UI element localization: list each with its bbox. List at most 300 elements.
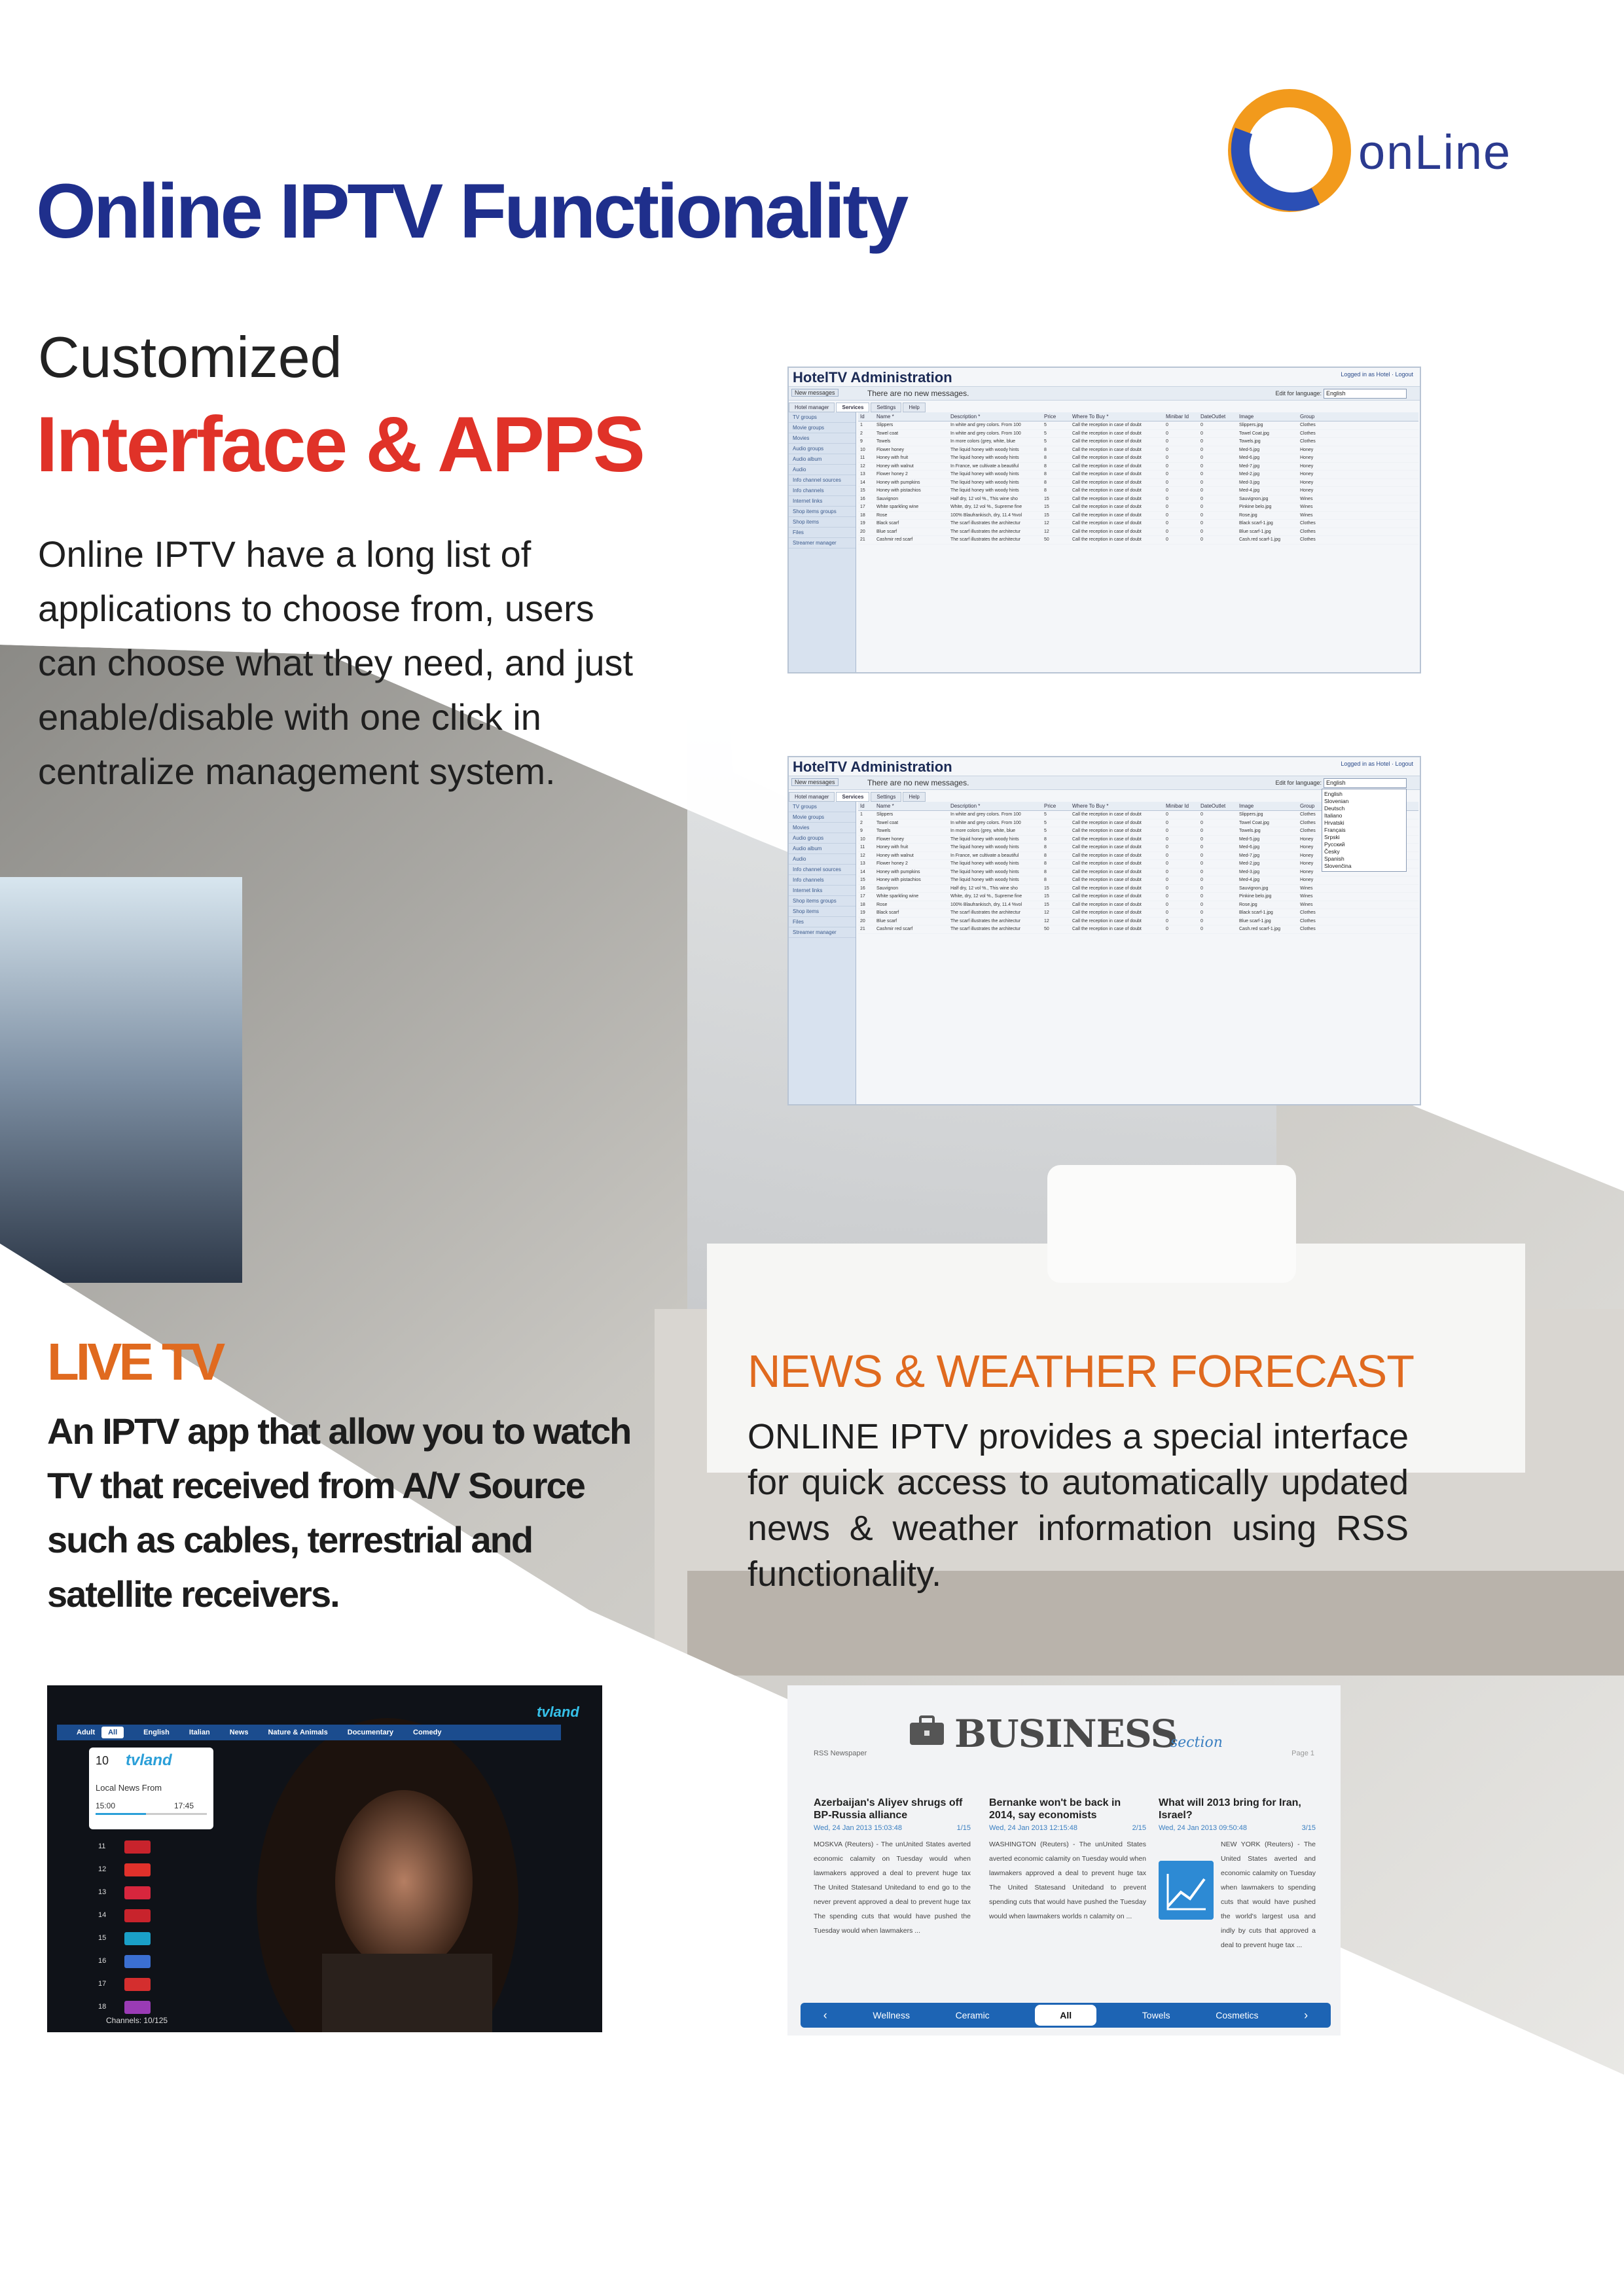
admin-sidebar-item[interactable]: Shop items — [789, 906, 856, 917]
admin-grid-column-header[interactable]: Where To Buy * — [1072, 414, 1109, 420]
language-option[interactable]: Srpski — [1324, 834, 1340, 840]
admin-grid-cell: 0 — [1200, 812, 1203, 817]
admin-grid-cell: Call the reception in case of doubt — [1072, 812, 1142, 817]
rss-section-label: section — [1170, 1734, 1223, 1751]
admin-screenshot-1 — [787, 367, 1421, 673]
admin-grid-cell: 8 — [1044, 463, 1047, 469]
admin-grid-cell: 0 — [1200, 537, 1203, 542]
section-heading-live-tv: LIVE TV — [47, 1333, 223, 1391]
admin-grid-cell: 0 — [1166, 439, 1168, 444]
tv-category-tab[interactable]: English — [143, 1729, 170, 1736]
admin-grid-cell: Call the reception in case of doubt — [1072, 439, 1142, 444]
live-tv-screenshot — [47, 1685, 602, 2032]
admin-grid-cell: Clothes — [1300, 521, 1316, 526]
admin-tab[interactable]: Settings — [871, 792, 901, 802]
admin-grid-column-header[interactable]: DateOutlet — [1200, 803, 1226, 809]
tv-channel-item[interactable] — [98, 1906, 209, 1929]
tv-channel-item[interactable] — [98, 1952, 209, 1975]
admin-grid-row[interactable] — [858, 495, 1418, 504]
admin-grid-column-header[interactable]: Description * — [950, 803, 981, 809]
language-option[interactable]: Italiano — [1324, 812, 1343, 819]
admin-grid-cell: Call the reception in case of doubt — [1072, 529, 1142, 534]
admin-grid-row[interactable] — [858, 901, 1418, 910]
admin-grid-cell: Honey with walnut — [876, 853, 914, 858]
admin-grid-cell: 5 — [1044, 423, 1047, 427]
admin-grid-cell: 12 — [860, 853, 865, 858]
admin-grid-cell: Slippers.jpg — [1239, 423, 1263, 427]
admin-grid-row[interactable] — [858, 512, 1418, 520]
admin-grid-cell: 15 — [860, 878, 865, 882]
admin-grid-cell: Sauvignon.jpg — [1239, 496, 1269, 501]
admin-grid-cell: 0 — [1166, 886, 1168, 891]
admin-grid-column-header[interactable]: Price — [1044, 414, 1056, 420]
tv-channel-number: 13 — [98, 1888, 107, 1896]
language-option[interactable]: Deutsch — [1324, 805, 1345, 812]
admin-grid-column-header[interactable]: Name * — [876, 414, 894, 420]
admin-grid-cell: 0 — [1166, 456, 1168, 460]
admin-sidebar-item[interactable]: Internet links — [789, 886, 856, 896]
tv-category-tab[interactable]: Documentary — [347, 1729, 394, 1736]
admin-grid-cell: Call the reception in case of doubt — [1072, 505, 1142, 509]
language-option[interactable]: Русский — [1324, 841, 1345, 848]
admin-grid-cell: Clothes — [1300, 927, 1316, 931]
admin-grid-row[interactable] — [858, 925, 1418, 934]
admin-grid-cell: 0 — [1200, 488, 1203, 493]
admin-sidebar-item[interactable]: TV groups — [789, 802, 856, 812]
admin-grid-cell: 21 — [860, 537, 865, 542]
admin-grid-cell: 8 — [1044, 456, 1047, 460]
admin-grid-cell: 8 — [1044, 845, 1047, 850]
admin-grid-cell: 8 — [1044, 878, 1047, 882]
tv-category-tab[interactable]: Adult — [77, 1729, 96, 1736]
admin-grid-cell: 8 — [1044, 861, 1047, 866]
rss-article-text: NEW YORK (Reuters) - The United States averted and economic calamity on Tuesday when lawmakers to spending cuts that would have pushed the world's largest usa and indly by cuts that approved a deal to prevent huge tax ... — [1221, 1840, 1316, 1949]
admin-grid-column-header[interactable]: Minibar Id — [1166, 414, 1189, 420]
admin-sidebar-item[interactable]: Internet links — [789, 496, 856, 507]
admin-grid-cell: 0 — [1200, 869, 1203, 874]
admin-tabs — [789, 401, 1420, 411]
admin-grid-cell: Honey — [1300, 447, 1314, 452]
admin-grid-cell: Call the reception in case of doubt — [1072, 910, 1142, 915]
admin-grid-column-header[interactable]: Image — [1239, 414, 1254, 420]
admin-sidebar-item[interactable]: Audio — [789, 854, 856, 865]
chevron-right-icon[interactable]: › — [1304, 2008, 1308, 2022]
admin-grid-cell: Wines — [1300, 512, 1313, 518]
admin-sidebar-item[interactable]: Movie groups — [789, 423, 856, 433]
admin-grid-cell: 100% Blaufrankisch, dry, 11.4 %vol — [950, 512, 1022, 518]
admin-grid-cell: The liquid honey with woody hints — [950, 869, 1019, 874]
tv-category-tab[interactable]: News — [229, 1729, 249, 1736]
admin-grid-cell: Honey — [1300, 845, 1314, 850]
admin-grid-cell: Clothes — [1300, 829, 1316, 833]
admin-grid-cell: 0 — [1200, 910, 1203, 915]
admin-grid-cell: 0 — [1166, 496, 1168, 501]
admin-sidebar-item[interactable]: Streamer manager — [789, 538, 856, 548]
admin-grid-cell: The scarf illustrates the architectur — [950, 927, 1020, 931]
admin-grid-cell: Towels — [876, 439, 891, 444]
admin-grid-cell: The liquid honey with woody hints — [950, 488, 1019, 493]
tv-channel-logo-icon — [124, 2001, 151, 2014]
tv-category-tab[interactable]: Comedy — [413, 1729, 442, 1736]
admin-grid-cell: Med-6.jpg — [1239, 845, 1260, 850]
admin-grid-cell: 0 — [1166, 488, 1168, 493]
admin-grid-cell: 15 — [1044, 512, 1049, 518]
admin-grid-row[interactable] — [858, 876, 1418, 885]
admin-sidebar-item[interactable]: Movies — [789, 433, 856, 444]
rss-category-tab[interactable]: Towels — [1142, 2010, 1170, 2020]
admin-grid-cell: Black scarf-1.jpg — [1239, 521, 1273, 526]
admin-grid-cell: Blue scarf-1.jpg — [1239, 918, 1271, 924]
admin-grid-cell: 0 — [1200, 472, 1203, 476]
admin-grid-cell: Flower honey 2 — [876, 472, 908, 476]
language-option[interactable]: Spanish — [1324, 855, 1344, 862]
admin-grid-cell: In white and grey colors. From 100 — [950, 423, 1021, 427]
admin-grid-cell: 19 — [860, 521, 865, 526]
admin-title: HotelTV Administration — [793, 369, 952, 386]
language-option[interactable]: Slovenian — [1324, 798, 1349, 804]
tv-channel-item[interactable] — [98, 1929, 209, 1952]
language-select[interactable]: English — [1324, 389, 1407, 399]
admin-title: HotelTV Administration — [793, 759, 952, 775]
admin-grid-cell: The liquid honey with woody hints — [950, 447, 1019, 452]
page-title: Online IPTV Functionality — [36, 168, 907, 255]
admin-grid-cell: 12 — [860, 463, 865, 469]
language-option[interactable]: English — [1324, 791, 1343, 797]
admin-grid-cell: 0 — [1200, 836, 1203, 842]
admin-tab[interactable]: Hotel manager — [789, 403, 835, 412]
language-option[interactable]: Français — [1324, 827, 1346, 833]
admin-grid-cell: 2 — [860, 820, 863, 825]
admin-grid-cell: 0 — [1200, 463, 1203, 469]
admin-grid-cell: 15 — [1044, 902, 1049, 907]
admin-sidebar-item[interactable]: Files — [789, 528, 856, 538]
rss-category-nav — [801, 2003, 1331, 2028]
section-body-interface: Online IPTV have a long list of applications to choose from, users can choose what they need, and just enable/disable with one click in centralize management system. — [38, 533, 634, 792]
admin-grid-cell: Honey — [1300, 878, 1314, 882]
admin-grid-cell: Call the reception in case of doubt — [1072, 456, 1142, 460]
admin-grid-row[interactable] — [858, 487, 1418, 495]
admin-grid-cell: Med-2.jpg — [1239, 472, 1260, 476]
admin-grid-cell: 0 — [1166, 480, 1168, 485]
admin-sidebar-item[interactable]: TV groups — [789, 412, 856, 423]
admin-grid-cell: 0 — [1200, 423, 1203, 427]
admin-grid-row[interactable] — [858, 438, 1418, 446]
rss-business-screenshot — [787, 1685, 1341, 2036]
admin-sidebar-item[interactable]: Info channels — [789, 875, 856, 886]
admin-sidebar-item[interactable]: Shop items — [789, 517, 856, 528]
admin-grid-cell: 0 — [1200, 918, 1203, 924]
admin-grid-cell: 0 — [1166, 845, 1168, 850]
rss-article-date: Wed, 24 Jan 2013 12:15:48 — [989, 1824, 1077, 1832]
rss-article-date-row — [814, 1824, 971, 1832]
admin-sidebar-item[interactable]: Info channel sources — [789, 475, 856, 486]
admin-grid-row[interactable] — [858, 422, 1418, 430]
admin-grid-column-header[interactable]: Id — [860, 803, 865, 809]
admin-grid-column-header[interactable]: Group — [1300, 414, 1315, 420]
admin-grid-cell: The liquid honey with woody hints — [950, 480, 1019, 485]
admin-grid-cell: Med-2.jpg — [1239, 861, 1260, 866]
admin-grid-cell: 15 — [860, 488, 865, 493]
admin-tab[interactable]: Settings — [871, 403, 901, 412]
admin-grid-cell: 8 — [1044, 836, 1047, 842]
admin-grid-cell: 0 — [1166, 918, 1168, 924]
admin-grid-column-header[interactable]: DateOutlet — [1200, 414, 1226, 420]
admin-grid-cell: The liquid honey with woody hints — [950, 472, 1019, 476]
admin-grid-cell: Call the reception in case of doubt — [1072, 886, 1142, 891]
admin-grid-cell: Call the reception in case of doubt — [1072, 894, 1142, 899]
admin-grid-cell: 0 — [1200, 512, 1203, 518]
language-option[interactable]: Slovenčina — [1324, 863, 1352, 869]
admin-grid-cell: Call the reception in case of doubt — [1072, 472, 1142, 476]
admin-grid-cell: 20 — [860, 918, 865, 924]
admin-sidebar — [789, 802, 856, 1104]
admin-grid-cell: Honey — [1300, 463, 1314, 469]
admin-grid-row[interactable] — [858, 503, 1418, 512]
admin-grid-cell: 5 — [1044, 439, 1047, 444]
rss-title: BUSINESS — [954, 1712, 1178, 1756]
admin-grid-cell: 13 — [860, 861, 865, 866]
tv-category-tab[interactable]: Italian — [189, 1729, 210, 1736]
admin-grid-cell: 14 — [860, 480, 865, 485]
admin-grid-cell: White, dry, 12 vol %., Supreme fine — [950, 894, 1022, 899]
rss-category-tab[interactable]: All — [1035, 2005, 1096, 2026]
admin-grid-column-header[interactable]: Name * — [876, 803, 894, 809]
admin-grid-row[interactable] — [858, 479, 1418, 488]
admin-grid-cell: Med-4.jpg — [1239, 488, 1260, 493]
admin-grid-cell: Honey with pumpkins — [876, 480, 920, 485]
tv-channel-item[interactable] — [98, 1860, 209, 1883]
admin-grid-cell: 20 — [860, 529, 865, 534]
admin-grid-cell: Rose.jpg — [1239, 902, 1257, 907]
admin-grid-cell: In white and grey colors. From 100 — [950, 812, 1021, 817]
admin-sidebar-item[interactable]: Movie groups — [789, 812, 856, 823]
tv-card-progress-fill — [96, 1813, 146, 1815]
admin-grid-cell: 50 — [1044, 537, 1049, 542]
admin-sidebar-item[interactable]: Info channels — [789, 486, 856, 496]
admin-grid-cell: Honey — [1300, 472, 1314, 476]
admin-grid-cell: 0 — [1200, 861, 1203, 866]
admin-grid-row[interactable] — [858, 446, 1418, 455]
admin-grid-column-header[interactable]: Description * — [950, 414, 981, 420]
tv-card-channel-number: 10 — [96, 1754, 109, 1767]
admin-grid-cell: 21 — [860, 927, 865, 931]
admin-grid-cell: In more colors (grey, white, blue — [950, 829, 1016, 833]
admin-grid-cell: Slippers — [876, 812, 893, 817]
admin-grid-row[interactable] — [858, 918, 1418, 926]
language-dropdown-list[interactable] — [1322, 789, 1407, 872]
admin-grid-cell: 0 — [1200, 480, 1203, 485]
admin-grid-cell: Black scarf — [876, 521, 899, 526]
admin-grid-cell: 0 — [1166, 861, 1168, 866]
admin-grid-cell: 0 — [1200, 447, 1203, 452]
section-heading-interface: Interface & APPS — [36, 401, 643, 488]
admin-grid-row[interactable] — [858, 536, 1418, 545]
rss-newspaper-label: RSS Newspaper — [814, 1749, 867, 1757]
tv-channel-number: 14 — [98, 1911, 107, 1919]
rss-page-number: Page 1 — [1291, 1749, 1314, 1757]
section-heading-news: NEWS & WEATHER FORECAST — [748, 1346, 1414, 1397]
admin-grid-row[interactable] — [858, 454, 1418, 463]
tv-channel-item[interactable] — [98, 1837, 209, 1860]
admin-grid-cell: White sparkling wine — [876, 505, 919, 509]
admin-grid-cell: Cash.red scarf-1.jpg — [1239, 537, 1281, 542]
admin-grid-cell: The liquid honey with woody hints — [950, 836, 1019, 842]
admin-grid-cell: Call the reception in case of doubt — [1072, 869, 1142, 874]
admin-grid-cell: 0 — [1166, 869, 1168, 874]
admin-grid-cell: Sauvignon.jpg — [1239, 886, 1269, 891]
admin-sidebar-item[interactable]: Audio album — [789, 454, 856, 465]
admin-grid-row[interactable] — [858, 885, 1418, 893]
admin-tab[interactable]: Services — [836, 403, 869, 412]
admin-grid-cell: Honey — [1300, 853, 1314, 858]
admin-grid-cell: 0 — [1200, 853, 1203, 858]
admin-grid-cell: 0 — [1166, 537, 1168, 542]
admin-grid-cell: Med-6.jpg — [1239, 456, 1260, 460]
tv-category-tab[interactable]: All — [101, 1727, 124, 1738]
admin-grid-cell: 8 — [1044, 853, 1047, 858]
admin-sidebar-item[interactable]: Shop items groups — [789, 896, 856, 906]
admin-grid-cell: 0 — [1166, 431, 1168, 436]
admin-grid-cell: Wines — [1300, 894, 1313, 899]
chevron-left-icon[interactable]: ‹ — [823, 2008, 827, 2022]
admin-grid-cell: Honey — [1300, 836, 1314, 842]
admin-sidebar-item[interactable]: Movies — [789, 823, 856, 833]
admin-grid-cell: Call the reception in case of doubt — [1072, 512, 1142, 518]
admin-grid-cell: 16 — [860, 886, 865, 891]
admin-tab[interactable]: Help — [903, 792, 925, 802]
admin-grid-row[interactable] — [858, 463, 1418, 471]
admin-grid-row[interactable] — [858, 528, 1418, 537]
admin-grid-cell: Sauvignon — [876, 886, 899, 891]
admin-grid-cell: 0 — [1200, 894, 1203, 899]
admin-grid-cell: Rose — [876, 902, 888, 907]
admin-grid-cell: 17 — [860, 894, 865, 899]
admin-grid-cell: Honey — [1300, 456, 1314, 460]
admin-grid-cell: Honey — [1300, 869, 1314, 874]
admin-sidebar-item[interactable]: Info channel sources — [789, 865, 856, 875]
new-messages-button[interactable]: New messages — [791, 389, 839, 397]
admin-sidebar-item[interactable]: Audio groups — [789, 444, 856, 454]
admin-grid-cell: 15 — [1044, 496, 1049, 501]
rss-article-2[interactable] — [989, 1797, 1146, 1924]
rss-category-tab[interactable]: Wellness — [873, 2010, 910, 2020]
admin-grid-cell: Pinkine belo.jpg — [1239, 505, 1272, 509]
admin-grid-cell: Towel Coat.jpg — [1239, 820, 1269, 825]
admin-grid-row[interactable] — [858, 520, 1418, 528]
tv-channel-item[interactable] — [98, 1883, 209, 1906]
admin-grid-cell: White, dry, 12 vol %., Supreme fine — [950, 505, 1022, 509]
admin-grid-cell: In more colors (grey, white, blue — [950, 439, 1016, 444]
admin-grid-cell: Call the reception in case of doubt — [1072, 918, 1142, 924]
rss-article-date: Wed, 24 Jan 2013 15:03:48 — [814, 1824, 902, 1832]
admin-tab[interactable]: Services — [836, 792, 869, 802]
tv-category-tab[interactable]: Nature & Animals — [268, 1729, 328, 1736]
admin-grid-cell: 0 — [1200, 521, 1203, 526]
admin-login[interactable]: Logged in as Hotel · Logout — [1341, 761, 1413, 767]
admin-sidebar-item[interactable]: Streamer manager — [789, 927, 856, 938]
rss-category-tab[interactable]: Ceramic — [955, 2010, 990, 2020]
admin-login[interactable]: Logged in as Hotel · Logout — [1341, 371, 1413, 378]
admin-grid-cell: Half dry, 12 vol %., This wine sho — [950, 496, 1018, 501]
admin-grid-cell: 0 — [1200, 902, 1203, 907]
tv-card-start-time: 15:00 — [96, 1801, 116, 1810]
admin-grid-row[interactable] — [858, 430, 1418, 439]
admin-tab[interactable]: Help — [903, 403, 925, 412]
admin-message-bar — [789, 776, 1420, 790]
rss-article-index: 2/15 — [1132, 1824, 1146, 1832]
admin-sidebar-item[interactable]: Audio groups — [789, 833, 856, 844]
admin-grid-cell: 0 — [1166, 878, 1168, 882]
admin-sidebar-item[interactable]: Files — [789, 917, 856, 927]
admin-grid-row[interactable] — [858, 909, 1418, 918]
admin-grid-row[interactable] — [858, 893, 1418, 901]
admin-sidebar-item[interactable]: Audio album — [789, 844, 856, 854]
admin-grid-column-header[interactable]: Price — [1044, 803, 1056, 809]
rss-article-headline: Azerbaijan's Aliyev shrugs off BP-Russia alliance — [814, 1797, 963, 1821]
admin-grid-cell: 0 — [1166, 820, 1168, 825]
admin-grid-cell: 8 — [1044, 447, 1047, 452]
admin-sidebar-item[interactable]: Shop items groups — [789, 507, 856, 517]
admin-grid-cell: Call the reception in case of doubt — [1072, 447, 1142, 452]
tv-channel-logo-icon — [124, 1909, 151, 1922]
admin-grid-cell: Clothes — [1300, 910, 1316, 915]
admin-grid-cell: Med-5.jpg — [1239, 836, 1260, 842]
admin-sidebar-item[interactable]: Audio — [789, 465, 856, 475]
admin-tab[interactable]: Hotel manager — [789, 792, 835, 802]
admin-grid-cell: 0 — [1200, 886, 1203, 891]
admin-grid-column-header[interactable]: Image — [1239, 803, 1254, 809]
language-option[interactable]: Česky — [1324, 848, 1340, 855]
tv-current-channel-card[interactable] — [89, 1748, 213, 1829]
admin-grid-row[interactable] — [858, 471, 1418, 479]
admin-grid-column-header[interactable]: Minibar Id — [1166, 803, 1189, 809]
admin-grid-cell: 11 — [860, 456, 865, 460]
admin-grid-cell: Med-5.jpg — [1239, 447, 1260, 452]
admin-grid-cell: Wines — [1300, 496, 1313, 501]
rss-category-tab[interactable]: Cosmetics — [1216, 2010, 1259, 2020]
new-messages-button[interactable]: New messages — [791, 778, 839, 786]
admin-grid-cell: 0 — [1200, 927, 1203, 931]
rss-article-1[interactable] — [814, 1797, 971, 1938]
tv-channel-item[interactable] — [98, 1975, 209, 1998]
admin-grid-cell: 0 — [1166, 505, 1168, 509]
admin-message: There are no new messages. — [867, 389, 969, 398]
admin-grid-cell: 0 — [1166, 447, 1168, 452]
admin-grid-cell: The scarf illustrates the architectur — [950, 918, 1020, 924]
admin-grid-cell: Med-3.jpg — [1239, 480, 1260, 485]
admin-grid-cell: Towel coat — [876, 431, 899, 436]
admin-grid-cell: 0 — [1166, 902, 1168, 907]
tv-channel-logo-icon — [124, 1863, 151, 1876]
admin-grid-cell: 15 — [1044, 505, 1049, 509]
language-select[interactable]: English — [1324, 778, 1407, 788]
rss-article-text: MOSKVA (Reuters) - The unUnited States averted economic calamity on Tuesday would when lawmakers approved a deal to prevent huge tax The United Statesand Unitedand to end go to the never prevent approved a deal to prevent huge tax The spending cuts that would have pushed the Tuesday would when lawmakers ... — [814, 1840, 971, 1935]
admin-grid-cell: Honey with pistachios — [876, 878, 921, 882]
admin-grid-column-header[interactable]: Group — [1300, 803, 1315, 809]
admin-grid-column-header[interactable]: Id — [860, 414, 865, 420]
admin-grid-cell: 0 — [1166, 829, 1168, 833]
admin-grid-cell: Call the reception in case of doubt — [1072, 496, 1142, 501]
admin-grid-cell: In white and grey colors. From 100 — [950, 431, 1021, 436]
admin-grid-cell: 5 — [1044, 431, 1047, 436]
tv-channel-logo-icon — [124, 1978, 151, 1991]
admin-grid-column-header[interactable]: Where To Buy * — [1072, 803, 1109, 809]
language-option[interactable]: Hrvatski — [1324, 819, 1344, 826]
tv-channel-list — [98, 1837, 209, 2020]
admin-grid-cell: Half dry, 12 vol %., This wine sho — [950, 886, 1018, 891]
admin-grid-cell: Towels.jpg — [1239, 829, 1261, 833]
admin-grid-cell: In France, we cultivate a beautiful — [950, 463, 1019, 469]
